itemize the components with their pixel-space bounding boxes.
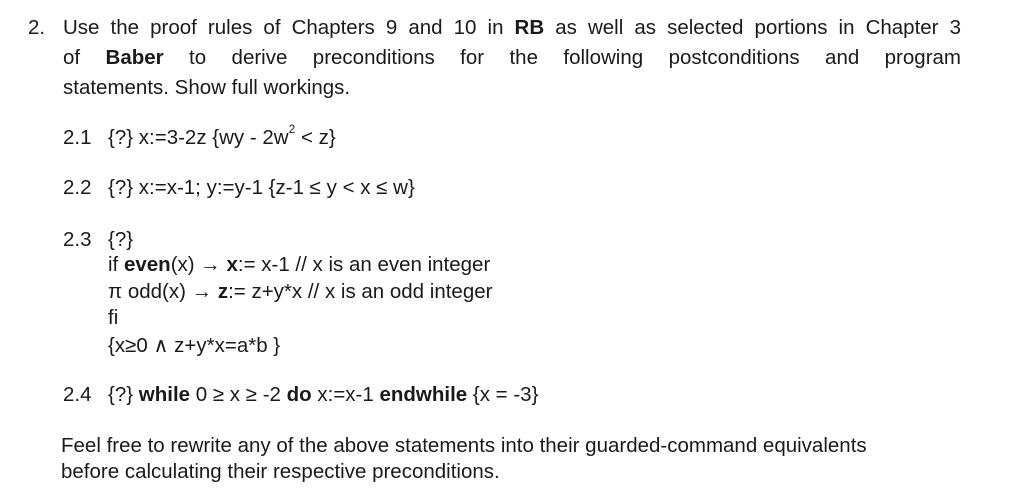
part-2-3-postcondition: {x≥0 ∧ z+y*x=a*b }: [108, 334, 281, 357]
intro-line-2: [63, 46, 961, 70]
part-2-1-text: {?} x:=3-2z {wy - 2w: [108, 126, 289, 149]
even-guard-rest: (x) →: [170, 253, 227, 276]
intro-line-3: statements. Show full workings.: [63, 76, 351, 99]
part-2-1-number: 2.1: [63, 126, 92, 149]
while-keyword: while: [138, 383, 191, 406]
part-2-4-post: {x = -3}: [467, 383, 539, 406]
part-2-2-statement: {?} x:=x-1; y:=y-1 {z-1 ≤ y < x ≤ w}: [108, 176, 415, 199]
question-number: 2.: [28, 16, 46, 39]
if-line-stmt: := x-1 // x is an even integer: [237, 253, 491, 276]
part-2-2-number: 2.2: [63, 176, 92, 199]
footer-line-1: Feel free to rewrite any of the above statements into their guarded-command equivalents: [61, 434, 867, 457]
part-2-1-statement: [108, 122, 336, 150]
part-2-3-fi: fi: [108, 306, 119, 329]
footer-line-2: before calculating their respective preconditions.: [61, 460, 500, 483]
z-bold: z: [217, 280, 229, 303]
part-2-1-superscript: 2: [288, 122, 296, 136]
guard-separator: π: [108, 280, 128, 303]
odd-line-stmt: := z+y*x // x is an odd integer: [228, 280, 493, 303]
intro-rb-bold: RB: [514, 16, 545, 39]
part-2-4-statement: [108, 383, 538, 407]
intro-line-2-text-a: of: [63, 46, 106, 69]
part-2-3-number: 2.3: [63, 228, 92, 251]
do-keyword: do: [286, 383, 312, 406]
while-condition: 0 ≥ x ≥ -2: [190, 383, 287, 406]
intro-baber-bold: Baber: [105, 46, 164, 69]
intro-line-2-text-b: to derive preconditions for the following postconditions and program: [163, 46, 961, 69]
odd-guard: odd(x) →: [127, 280, 218, 303]
while-body: x:=x-1: [311, 383, 380, 406]
intro-line-1: [63, 16, 961, 40]
part-2-4-number: 2.4: [63, 383, 92, 406]
x-bold: x: [226, 253, 238, 276]
even-bold: even: [123, 253, 171, 276]
part-2-3-precondition: {?}: [108, 228, 134, 251]
intro-line-1-text-a: Use the proof rules of Chapters 9 and 10 in: [63, 16, 515, 39]
part-2-1-tail: < z}: [295, 126, 336, 149]
endwhile-keyword: endwhile: [379, 383, 468, 406]
intro-line-1-text-b: as well as selected portions in Chapter 3: [544, 16, 961, 39]
part-2-3-odd-line: [108, 280, 492, 304]
part-2-3-if-line: [108, 253, 490, 277]
part-2-4-pre: {?}: [108, 383, 139, 406]
if-keyword: if: [108, 253, 124, 276]
